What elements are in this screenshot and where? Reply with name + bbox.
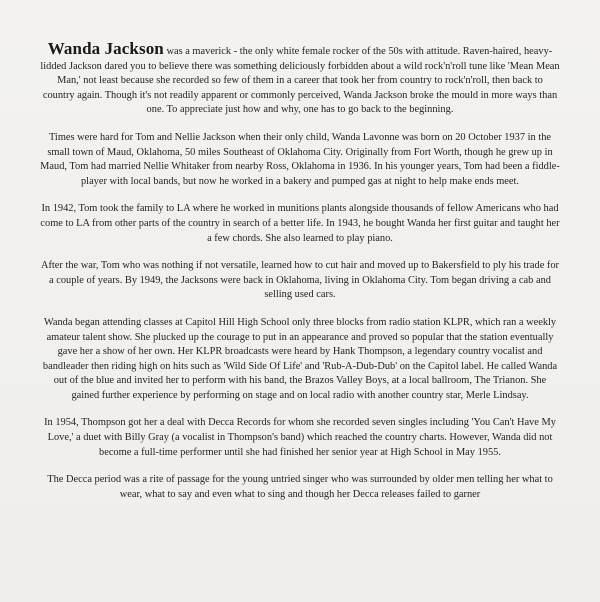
body-paragraph: Wanda began attending classes at Capitol Hill High School only three blocks from radio station KLPR, which ran a weekly amateur talent show. She plucked up the courage to put in an appearance and proved so popular that the station eventually gave her a show of her own. Her KLPR broadcasts were heard by Hank Thompson, a legendary country vocalist and bandleader then riding high on hits such as 'Wild Side Of Life' and 'Rub-A-Dub-Dub' on the Capitol label. He called Wanda out of the blue and invited her to perform with his band, the Brazos Valley Boys, at a local ballroom, The Trianon. She gained further experience by performing on stage and on local radio with another country star, Merle Lindsay.	[42, 316, 558, 401]
artist-name-heading: Wanda Jackson	[47, 39, 164, 58]
body-paragraph: In 1954, Thompson got her a deal with Decca Records for whom she recorded seven singles including 'You Can't Have My Love,' a duet with Billy Gray (a vocalist in Thompson's band) which reached the country charts. However, Wanda did not become a full-time performer until she had finished her senior year at High School in May 1955.	[44, 417, 556, 458]
intro-paragraph	[40, 39, 560, 118]
body-paragraph: Times were hard for Tom and Nellie Jackson when their only child, Wanda Lavonne was born on 20 October 1937 in the small town of Maud, Oklahoma, 50 miles Southeast of Oklahoma City. Originally from Fort Worth, though he grew up in Maud, Tom had married Nellie Whitaker from nearby Ross, Oklahoma in 1936. In his younger years, Tom had been a fiddle-player with local bands, but now he worked in a bakery and pumped gas at night to help make ends meet.	[40, 131, 560, 187]
intro-text: was a maverick - the only white female rocker of the 50s with attitude. Raven-haired, heavy-lidded Jackson dared you to believe there was something deliciously forbidden about a wild rock'n'roll tune like 'Mean Mean Man,' not least because she recorded so few of them in a career that took her from country to rock'n'roll, then back to country again. Though it's not readily apparent or commonly perceived, Wanda Jackson broke the mould in more ways than one. To appreciate just how and why, one has to go back to the beginning.	[40, 46, 560, 116]
body-paragraph: In 1942, Tom took the family to LA where he worked in munitions plants alongside thousands of fellow Americans who had come to LA from other parts of the country in search of a better life. In 1943, he bought Wanda her first guitar and taught her a few chords. She also learned to play piano.	[40, 203, 560, 244]
biography-text	[40, 39, 560, 515]
body-paragraph: The Decca period was a rite of passage for the young untried singer who was surrounded by older men telling her what to wear, what to say and even what to sing and though her Decca releases failed to garner	[47, 474, 553, 500]
body-paragraph: After the war, Tom who was nothing if not versatile, learned how to cut hair and moved up to Bakersfield to ply his trade for a couple of years. By 1949, the Jacksons were back in Oklahoma, living in Oklahoma City. Tom began driving a cab and selling used cars.	[40, 260, 560, 301]
